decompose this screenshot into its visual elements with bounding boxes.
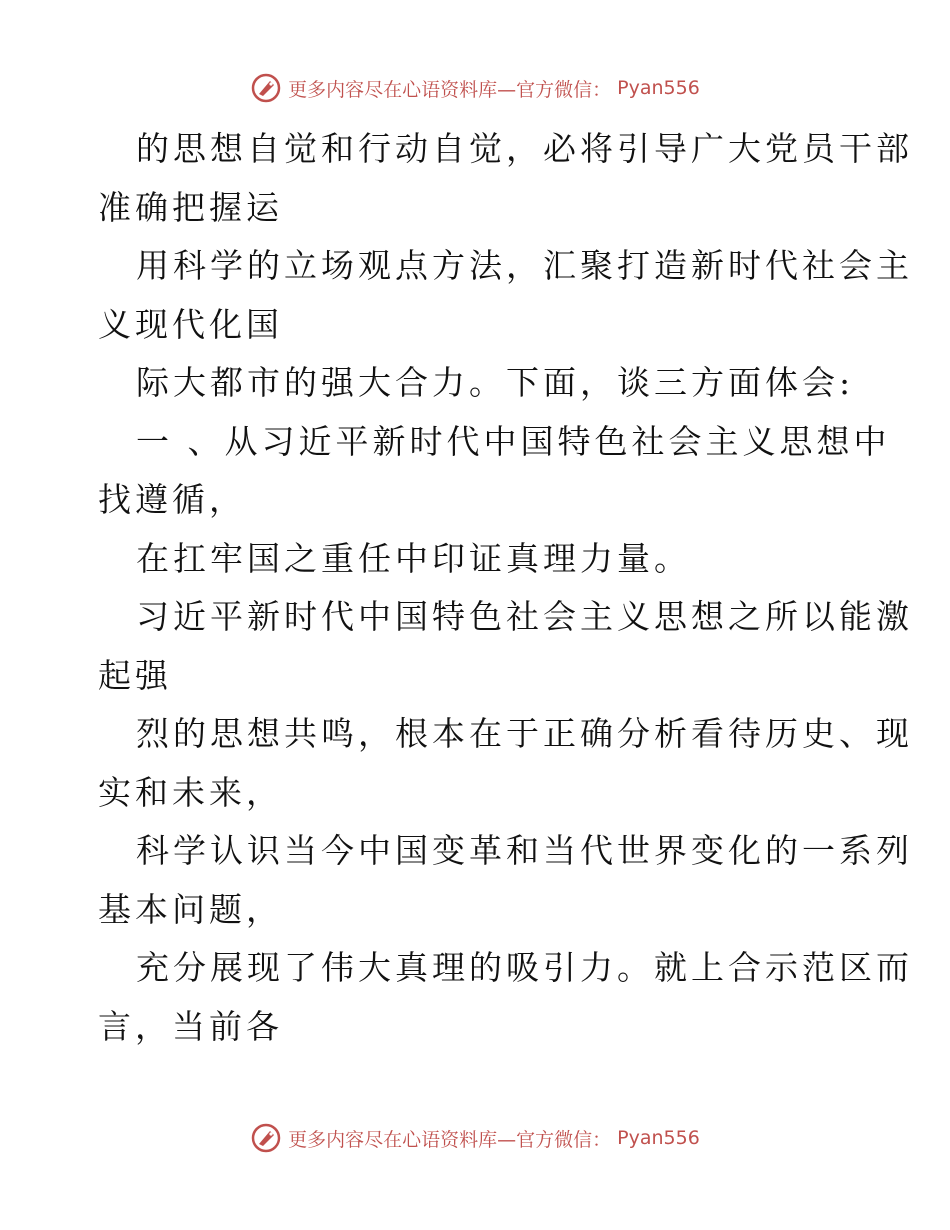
banner-text: 更多内容尽在心语资料库—官方微信： <box>288 1128 612 1151</box>
section-heading-line: 在扛牢国之重任中印证真理力量。 <box>136 538 691 578</box>
text-line: 义现代化国 <box>98 304 283 344</box>
text-line: 准确把握运 <box>98 187 283 227</box>
text-line: 用科学的立场观点方法，汇聚打造新时代社会主 <box>136 246 913 285</box>
banner-wechat-account: Pyan556 <box>617 1127 700 1149</box>
header-watermark-banner <box>0 72 950 104</box>
pen-nib-logo-icon <box>250 72 282 104</box>
banner-wechat-account: Pyan556 <box>617 77 700 99</box>
section-heading-line: 一 、从习近平新时代中国特色社会主义思想中 <box>136 421 891 461</box>
text-line: 言，当前各 <box>98 1006 283 1046</box>
text-line: 烈的思想共鸣，根本在于正确分析看待历史、现 <box>136 714 913 753</box>
document-body <box>98 120 913 1056</box>
text-line: 充分展现了伟大真理的吸引力。就上合示范区而 <box>136 948 913 987</box>
section-heading-line: 找遵循， <box>98 480 246 519</box>
text-line: 科学认识当今中国变革和当代世界变化的一系列 <box>136 831 913 870</box>
text-line: 的思想自觉和行动自觉，必将引导广大党员干部 <box>136 129 913 168</box>
text-line: 基本问题， <box>98 889 283 929</box>
banner-text: 更多内容尽在心语资料库—官方微信： <box>288 78 612 101</box>
pen-nib-logo-icon <box>250 1122 282 1154</box>
text-line: 起强 <box>98 655 172 695</box>
text-line: 实和未来， <box>98 772 283 812</box>
text-line: 际大都市的强大合力。下面，谈三方面体会: <box>136 363 855 402</box>
footer-watermark-banner <box>0 1122 950 1154</box>
text-line: 习近平新时代中国特色社会主义思想之所以能激 <box>136 597 913 636</box>
